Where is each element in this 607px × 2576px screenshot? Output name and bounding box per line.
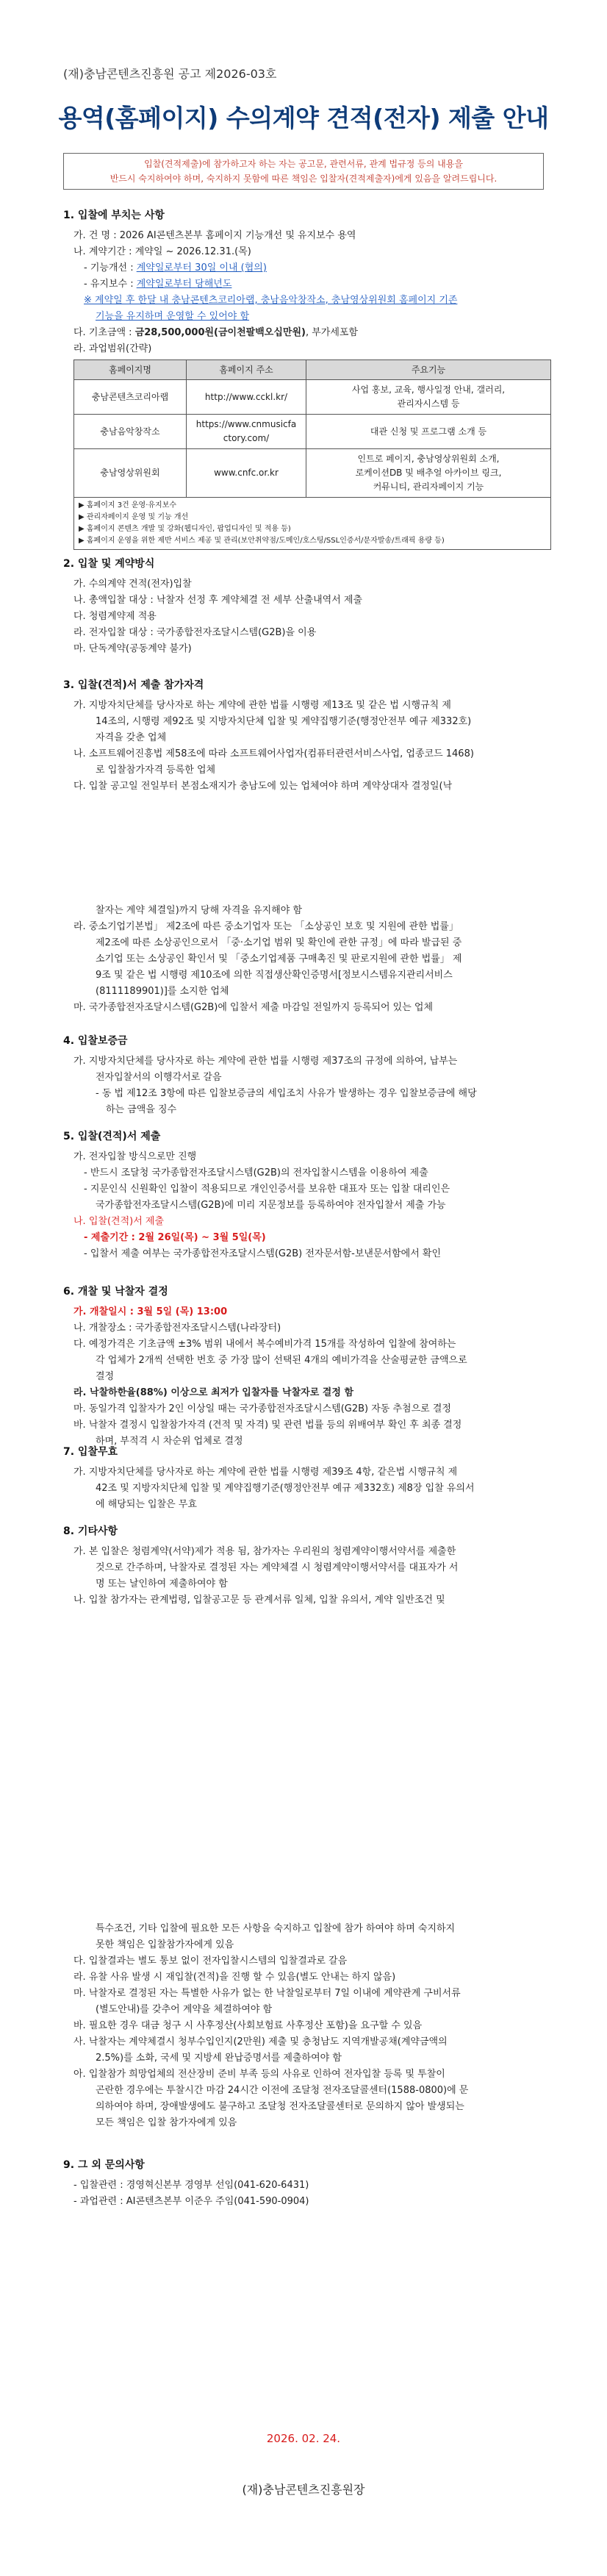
list-item-cont: 하는 금액을 징수	[106, 1104, 177, 1115]
list-item: 사. 낙찰자는 계약체결시 청부수입인지(2만원) 제출 및 충청남도 지역개발공채(계약금액의	[73, 2036, 448, 2047]
scope-note: ▶ 홈페이지 콘텐츠 개발 및 강화(웹디자인, 팝업디자인 및 적용 등)	[79, 525, 291, 533]
list-item-cont: 곤란한 경우에는 투찰시간 마감 24시간 이전에 조달청 전자조달콜센터(1588-0800)에 문	[96, 2085, 469, 2096]
cell-site-name: 충남콘텐츠코리아랩	[74, 380, 187, 415]
item-dev-period: - 기능개선 : 계약일로부터 30일 이내 (협의)	[84, 262, 267, 273]
list-item-cont: 9조 및 같은 법 시행령 제10조에 의한 직접생산확인증명서[정보시스템유지관리서비스	[96, 970, 453, 981]
section-contract-method	[63, 557, 548, 657]
section-inquiries	[63, 2158, 548, 2210]
submission-period: - 제출기간 : 2월 26일(목) ~ 3월 5일(목)	[84, 1232, 266, 1243]
list-item-cont: 2.5%)를 소화, 국세 및 지방세 완납증명서를 제출하여야 함	[96, 2053, 342, 2064]
item-maint-period: - 유지보수 : 계약일로부터 당해년도	[84, 279, 232, 290]
contact-task: - 과업관련 : AI콘텐츠본부 이준우 주임(041-590-0904)	[73, 2196, 309, 2207]
list-item: 바. 낙찰자 결정시 입찰참가자격 (견적 및 자격) 및 관련 법률 등의 위배여부 확인 후 최종 결정	[73, 1420, 462, 1431]
list-item: 다. 예정가격은 기초금액 ±3% 범위 내에서 복수예비가격 15개를 작성하여 입찰에 참여하는	[73, 1339, 456, 1350]
contact-bid: - 입찰관련 : 경영혁신본부 경영부 선임(041-620-6431)	[73, 2180, 309, 2191]
list-item-cont: 42조 및 지방자치단체 입찰 및 계약집행기준(행정안전부 예규 제332호) 제8장 입찰 유의서	[96, 1483, 475, 1494]
list-item-cont: 하며, 부적격 시 차순위 업체로 결정	[96, 1436, 243, 1447]
list-bullet: - 입찰서 제출 여부는 국가종합전자조달시스템(G2B) 전자문서함-보낸문서함에서 확인	[84, 1248, 441, 1259]
list-item: 가. 지방자치단체를 당사자로 하는 계약에 관한 법률 시행령 제37조의 규정에 의하여, 납부는	[73, 1056, 458, 1067]
list-item-cont: 에 해당되는 입찰은 무효	[96, 1499, 197, 1510]
scope-note: ▶ 홈페이지 운영을 위한 제반 서비스 제공 및 관리(보안취약점/도메인/호스팅/SSL인증서/문자발송/트래픽 용량 등)	[79, 537, 445, 545]
section-invalid-bid	[63, 1445, 548, 1513]
list-item: 마. 동일가격 입찰자가 2인 이상일 때는 국가종합전자조달시스템(G2B) 자동 추첨으로 결정	[73, 1403, 451, 1414]
section-heading: 8. 기타사항	[63, 1525, 118, 1537]
list-item: 아. 입찰참가 희망업체의 전산장비 준비 부족 등의 사유로 인하여 전자입찰 등록 및 투찰이	[73, 2069, 445, 2080]
table-row	[74, 415, 551, 449]
list-item: 가. 수의계약 견적(전자)입찰	[73, 579, 192, 590]
list-bullet: - 지문인식 신원확인 입찰이 적용되므로 개인인증서를 보유한 대표자 또는 입찰 대리인은	[84, 1184, 450, 1195]
list-item: 가. 본 입찰은 청렴계약(서약)제가 적용 됨, 참가자는 우리원의 청렴계약이행서약서를 제출한	[73, 1546, 456, 1557]
intro-line: 입찰(견적제출)에 참가하고자 하는 자는 공고문, 관련서류, 관계 법규정 등의 내용을	[144, 159, 463, 169]
list-item-cont: 제2조에 따른 소상공인으로서 「중·소기업 범위 및 확인에 관한 규정」에 따라 발급된 중	[96, 937, 462, 948]
list-item: 가. 지방자치단체를 당사자로 하는 계약에 관한 법률 시행령 제13조 및 같은 법 시행규칙 제	[73, 700, 451, 711]
list-item: 가. 지방자치단체를 당사자로 하는 계약에 관한 법률 시행령 제39조 4항, 같은법 시행규칙 제	[73, 1467, 458, 1478]
list-item-cont: 전자입찰서의 이행각서로 갈음	[96, 1072, 222, 1083]
opening-datetime: 가. 개찰일시 : 3월 5일 (목) 13:00	[73, 1306, 228, 1317]
list-item: 라. 전자입찰 대상 : 국가종합전자조달시스템(G2B)을 이용	[73, 627, 317, 638]
list-item: 라. 중소기업기본법」 제2조에 따른 중소기업자 또는 「소상공인 보호 및 지원에 관한 법률」	[73, 921, 459, 932]
list-item-cont: 찰자는 계약 체결일)까지 당해 자격을 유지해야 함	[96, 905, 303, 916]
list-item-cont: 자격을 갖춘 업체	[96, 732, 167, 743]
list-item: 라. 유찰 사유 발생 시 재입찰(견적)을 진행 할 수 있음(별도 안내는 하지 않음)	[73, 1972, 396, 1983]
cell-site-functions: 대관 신청 및 프로그램 소개 등	[306, 415, 551, 449]
list-item: 다. 입찰결과는 별도 통보 없이 전자입찰시스템의 입찰결과로 갈음	[73, 1956, 348, 1967]
list-item: 다. 입찰 공고일 전일부터 본점소재지가 충남도에 있는 업체여야 하며 계약상대자 결정일(낙	[73, 781, 453, 792]
section-other	[63, 1524, 548, 1609]
list-item-cont: 소기업 또는 소상공인 확인서 및 「중소기업제품 구매촉진 및 판로지원에 관한 법률」 제	[96, 954, 462, 965]
column-header: 홈페이지 주소	[187, 360, 306, 380]
section-heading: 7. 입찰무효	[63, 1446, 118, 1458]
scope-table	[73, 359, 551, 498]
item-note: ※ 계약일 후 한달 내 충남콘텐츠코리아랩, 충남음악창작소, 충남영상위원회 홈페이지 기존	[84, 295, 458, 306]
notice-date: 2026. 02. 24.	[266, 2432, 341, 2445]
list-item: 마. 국가종합전자조달시스템(G2B)에 입찰서 제출 마감일 전일까지 등록되어 있는 업체	[73, 1002, 434, 1013]
section-bid-subject	[63, 208, 548, 550]
cell-site-name: 충남영상위원회	[74, 449, 187, 498]
section-heading: 5. 입찰(견적)서 제출	[63, 1131, 161, 1142]
section-other-cont	[63, 1921, 548, 2131]
list-item: 마. 낙찰자로 결정된 자는 특별한 사유가 없는 한 낙찰일로부터 7일 이내에 계약관계 구비서류	[73, 1988, 461, 1999]
list-item-cont: 특수조건, 기타 입찰에 필요한 모든 사항을 숙지하고 입찰에 참가 하여야 하며 숙지하지	[96, 1923, 456, 1934]
section-heading: 2. 입찰 및 계약방식	[63, 558, 155, 570]
section-submission	[63, 1129, 548, 1262]
list-item-cont: (8111189901)]를 소지한 업체	[96, 986, 229, 997]
section-heading: 4. 입찰보증금	[63, 1035, 128, 1047]
cell-site-url: https://www.cnmusicfa ctory.com/	[187, 415, 306, 449]
list-item-cont: 못한 책임은 입찰참가자에게 있음	[96, 1939, 234, 1950]
section-opening	[63, 1284, 548, 1450]
list-item-cont: 14조의, 시행령 제92조 및 지방자치단체 입찰 및 계약집행기준(행정안전부 예규 제332호)	[96, 716, 472, 727]
list-item: 나. 입찰(견적)서 제출	[73, 1216, 165, 1227]
list-item: 나. 입찰 참가자는 관계법령, 입찰공고문 등 관계서류 일체, 입찰 유의서, 계약 일반조건 및	[73, 1595, 445, 1606]
item-project-name: 가. 건 명 : 2026 AI콘텐츠본부 홈페이지 기능개선 및 유지보수 용역	[73, 230, 356, 241]
scope-notes	[73, 498, 551, 550]
list-item-cont: 명 또는 날인하여 제출하여야 함	[96, 1578, 228, 1589]
cell-site-functions: 사업 홍보, 교육, 행사일정 안내, 갤러리, 관리자시스템 등	[306, 380, 551, 415]
cell-site-url: http://www.cckl.kr/	[187, 380, 306, 415]
item-contract-period: 나. 계약기간 : 계약일 ~ 2026.12.31.(목)	[73, 246, 251, 257]
list-item-cont: 각 업체가 2개씩 선택한 번호 중 가장 많이 선택된 4개의 예비가격을 산술평균한 금액으로	[96, 1355, 467, 1366]
list-item: 라. 낙찰하한율(88%) 이상으로 최저가 입찰자를 낙찰자로 결정 함	[73, 1387, 354, 1398]
list-item-cont: (별도안내)를 갖추어 계약을 체결하여야 함	[96, 2004, 273, 2015]
list-item: 나. 소프트웨어진흥법 제58조에 따라 소프트웨어사업자(컴퓨터관련서비스사업, 업종코드 1468)	[73, 748, 474, 759]
list-item-cont: 결정	[96, 1371, 115, 1382]
table-row	[74, 380, 551, 415]
list-item-cont: 의하여야 하며, 장애발생에도 불구하고 조달청 전자조달콜센터로 문의하지 않아 발생되는	[96, 2101, 464, 2112]
list-item: 나. 개찰장소 : 국가종합전자조달시스템(나라장터)	[73, 1323, 281, 1334]
section-heading: 1. 입찰에 부치는 사항	[63, 210, 165, 221]
item-scope: 라. 과업범위(간략)	[73, 343, 152, 354]
intro-line: 반드시 숙지하여야 하며, 숙지하지 못함에 따른 책임은 입찰자(견적제출자)에게 있음을 알려드립니다.	[109, 173, 498, 184]
base-amount: 금28,500,000원(금이천팔백오십만원)	[134, 327, 306, 338]
scope-note: ▶ 관리자페이지 운영 및 기능 개선	[79, 513, 189, 521]
list-item-cont: 로 입찰참가자격 등록한 업체	[96, 765, 216, 776]
column-header: 주요기능	[306, 360, 551, 380]
section-eligibility-cont	[63, 903, 548, 1016]
cell-site-functions: 인트로 페이지, 충남영상위원회 소개, 로케이션DB 및 배추얼 아카이브 링크, 커뮤니티, 관리자페이지 기능	[306, 449, 551, 498]
issuer-name: (재)충남콘텐츠진흥원장	[242, 2483, 365, 2497]
list-item-cont: - 동 법 제12조 3항에 따른 입찰보증금의 세입조치 사유가 발생하는 경우 입찰보증금에 해당	[96, 1088, 477, 1099]
intro-box	[63, 153, 544, 190]
cell-site-url: www.cnfc.or.kr	[187, 449, 306, 498]
notice-number: (재)충남콘텐츠진흥원 공고 제2026-03호	[63, 67, 277, 81]
list-item: 마. 단독계약(공동계약 불가)	[73, 643, 192, 654]
cell-site-name: 충남음악창작소	[74, 415, 187, 449]
section-heading: 6. 개찰 및 낙찰자 결정	[63, 1286, 168, 1298]
section-heading: 9. 그 외 문의사항	[63, 2159, 145, 2171]
list-item: 다. 청렴계약제 적용	[73, 611, 157, 622]
item-base-amount: 다. 기초금액 : 금28,500,000원(금이천팔백오십만원), 부가세포함	[73, 327, 359, 338]
project-name: 2026 AI콘텐츠본부 홈페이지 기능개선 및 유지보수 용역	[119, 230, 356, 241]
section-heading: 3. 입찰(견적)서 제출 참가자격	[63, 679, 204, 691]
list-item-cont: 것으로 간주하며, 낙찰자로 결정된 자는 계약체결 시 청렴계약이행서약서를 대표자가 서	[96, 1562, 459, 1573]
item-note: 기능을 유지하며 운영할 수 있어야 함	[96, 311, 250, 322]
section-eligibility	[63, 678, 548, 795]
column-header: 홈페이지명	[74, 360, 187, 380]
table-row	[74, 449, 551, 498]
list-item-cont: 모든 책임은 입찰 참가자에게 있음	[96, 2117, 237, 2128]
table-header-row	[74, 360, 551, 380]
list-item: 가. 전자입찰 방식으로만 진행	[73, 1151, 197, 1162]
list-item: 바. 필요한 경우 대금 청구 시 사후정산(사회보험료 사후정산 포함)을 요구할 수 있음	[73, 2020, 423, 2031]
section-bid-deposit	[63, 1034, 548, 1118]
list-item: 나. 총액입찰 대상 : 낙찰자 선정 후 계약체결 전 세부 산출내역서 제출	[73, 595, 363, 606]
list-bullet: - 반드시 조달청 국가종합전자조달시스템(G2B)의 전자입찰시스템을 이용하여 제출	[84, 1167, 428, 1178]
page-title: 용역(홈페이지) 수의계약 견적(전자) 제출 안내	[58, 104, 549, 132]
list-bullet-cont: 국가종합전자조달시스템(G2B)에 미리 지문정보를 등록하여야 전자입찰서 제출 가능	[96, 1200, 446, 1211]
scope-note: ▶ 홈페이지 3건 운영·유지보수	[79, 501, 177, 509]
